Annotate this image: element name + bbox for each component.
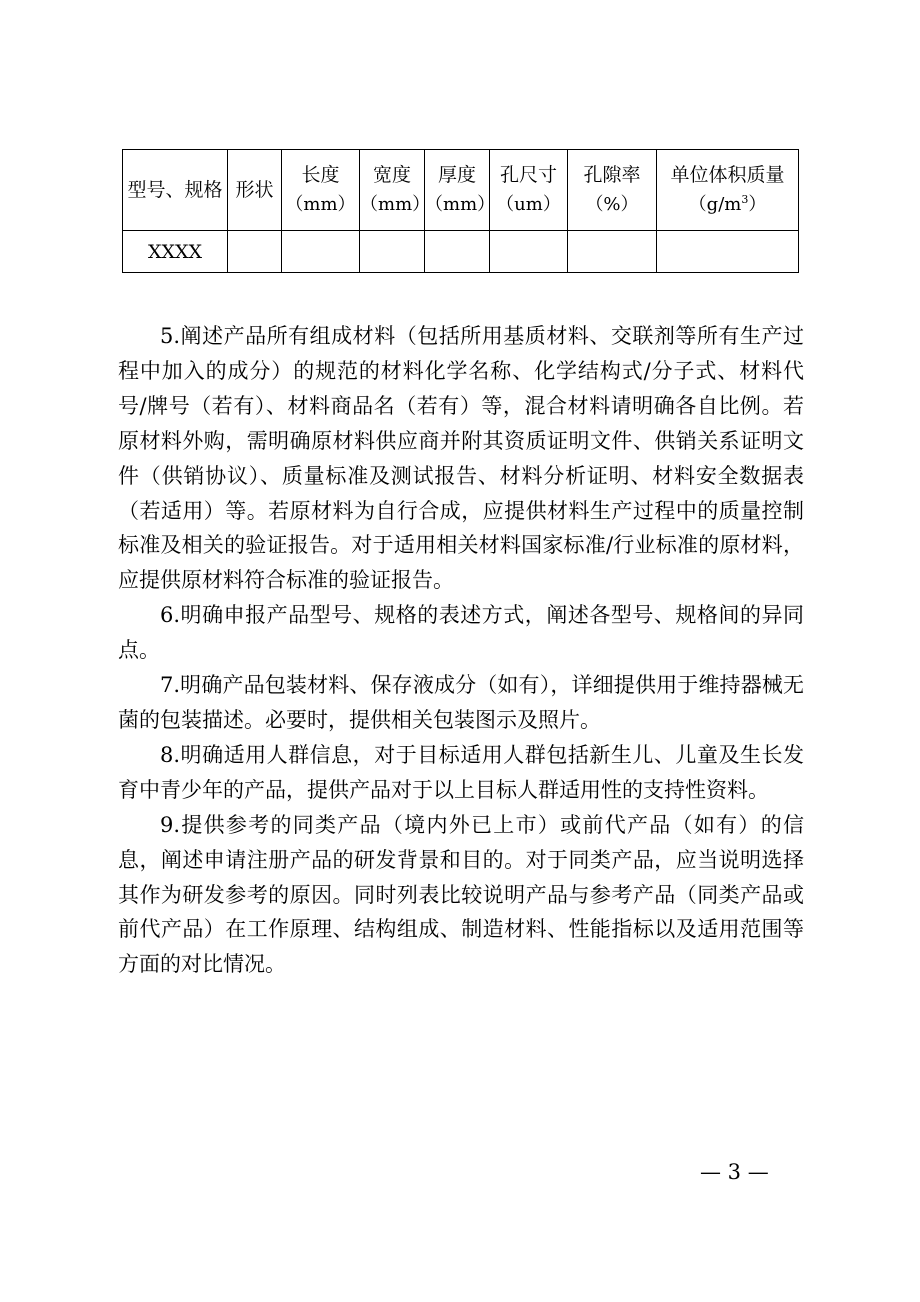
table-header-row [123, 150, 799, 231]
page-number: — 3 — [700, 1160, 769, 1184]
body-text [118, 319, 804, 982]
header-cell-pore-size: 孔尺寸 （um） [490, 150, 568, 231]
header-cell-width: 宽度 （mm） [360, 150, 425, 231]
header-cell-model: 型号、规格 [123, 150, 228, 231]
table-cell [360, 231, 425, 273]
paragraph-item-5: 5.阐述产品所有组成材料（包括所用基质材料、交联剂等所有生产过程中加入的成分）的规范的材料化学名称、化学结构式/分子式、材料代号/牌号（若有）、材料商品名（若有）等，混合材料请明确各自比例。若原材料外购，需明确原材料供应商并附其资质证明文件、供销关系证明文件（供销协议）、质量标准及测试报告、材料分析证明、材料安全数据表（若适用）等。若原材料为自行合成，应提供材料生产过程中的质量控制标准及相关的验证报告。对于适用相关材料国家标准/行业标准的原材料，应提供原材料符合标准的验证报告。 [118, 324, 804, 593]
paragraph-item-9: 9.提供参考的同类产品（境内外已上市）或前代产品（如有）的信息，阐述申请注册产品的研发背景和目的。对于同类产品，应当说明选择其作为研发参考的原因。同时列表比较说明产品与参考产品（同类产品或前代产品）在工作原理、结构组成、制造材料、性能指标以及适用范围等方面的对比情况。 [118, 812, 804, 977]
header-cell-thickness: 厚度 （mm） [425, 150, 490, 231]
table-cell: XXXX [123, 231, 228, 273]
table-cell [490, 231, 568, 273]
table-cell [568, 231, 657, 273]
header-cell-length: 长度 （mm） [282, 150, 360, 231]
table-cell [228, 231, 282, 273]
header-cell-shape: 形状 [228, 150, 282, 231]
specification-table [122, 149, 799, 273]
header-cell-mass-per-volume: 单位体积质量 $(g/m^3)$ [657, 150, 799, 231]
table-cell [282, 231, 360, 273]
table-row [123, 231, 799, 273]
paragraph-item-8: 8.明确适用人群信息，对于目标适用人群包括新生儿、儿童及生长发育中青少年的产品，提供产品对于以上目标人群适用性的支持性资料。 [118, 742, 804, 802]
paragraph-item-7: 7.明确产品包装材料、保存液成分（如有），详细提供用于维持器械无菌的包装描述。必要时，提供相关包装图示及照片。 [118, 673, 804, 732]
table-cell [425, 231, 490, 273]
paragraph-item-6: 6.明确申报产品型号、规格的表述方式，阐述各型号、规格间的异同点。 [118, 603, 804, 663]
header-cell-porosity: 孔隙率 （%） [568, 150, 657, 231]
table-cell [657, 231, 799, 273]
